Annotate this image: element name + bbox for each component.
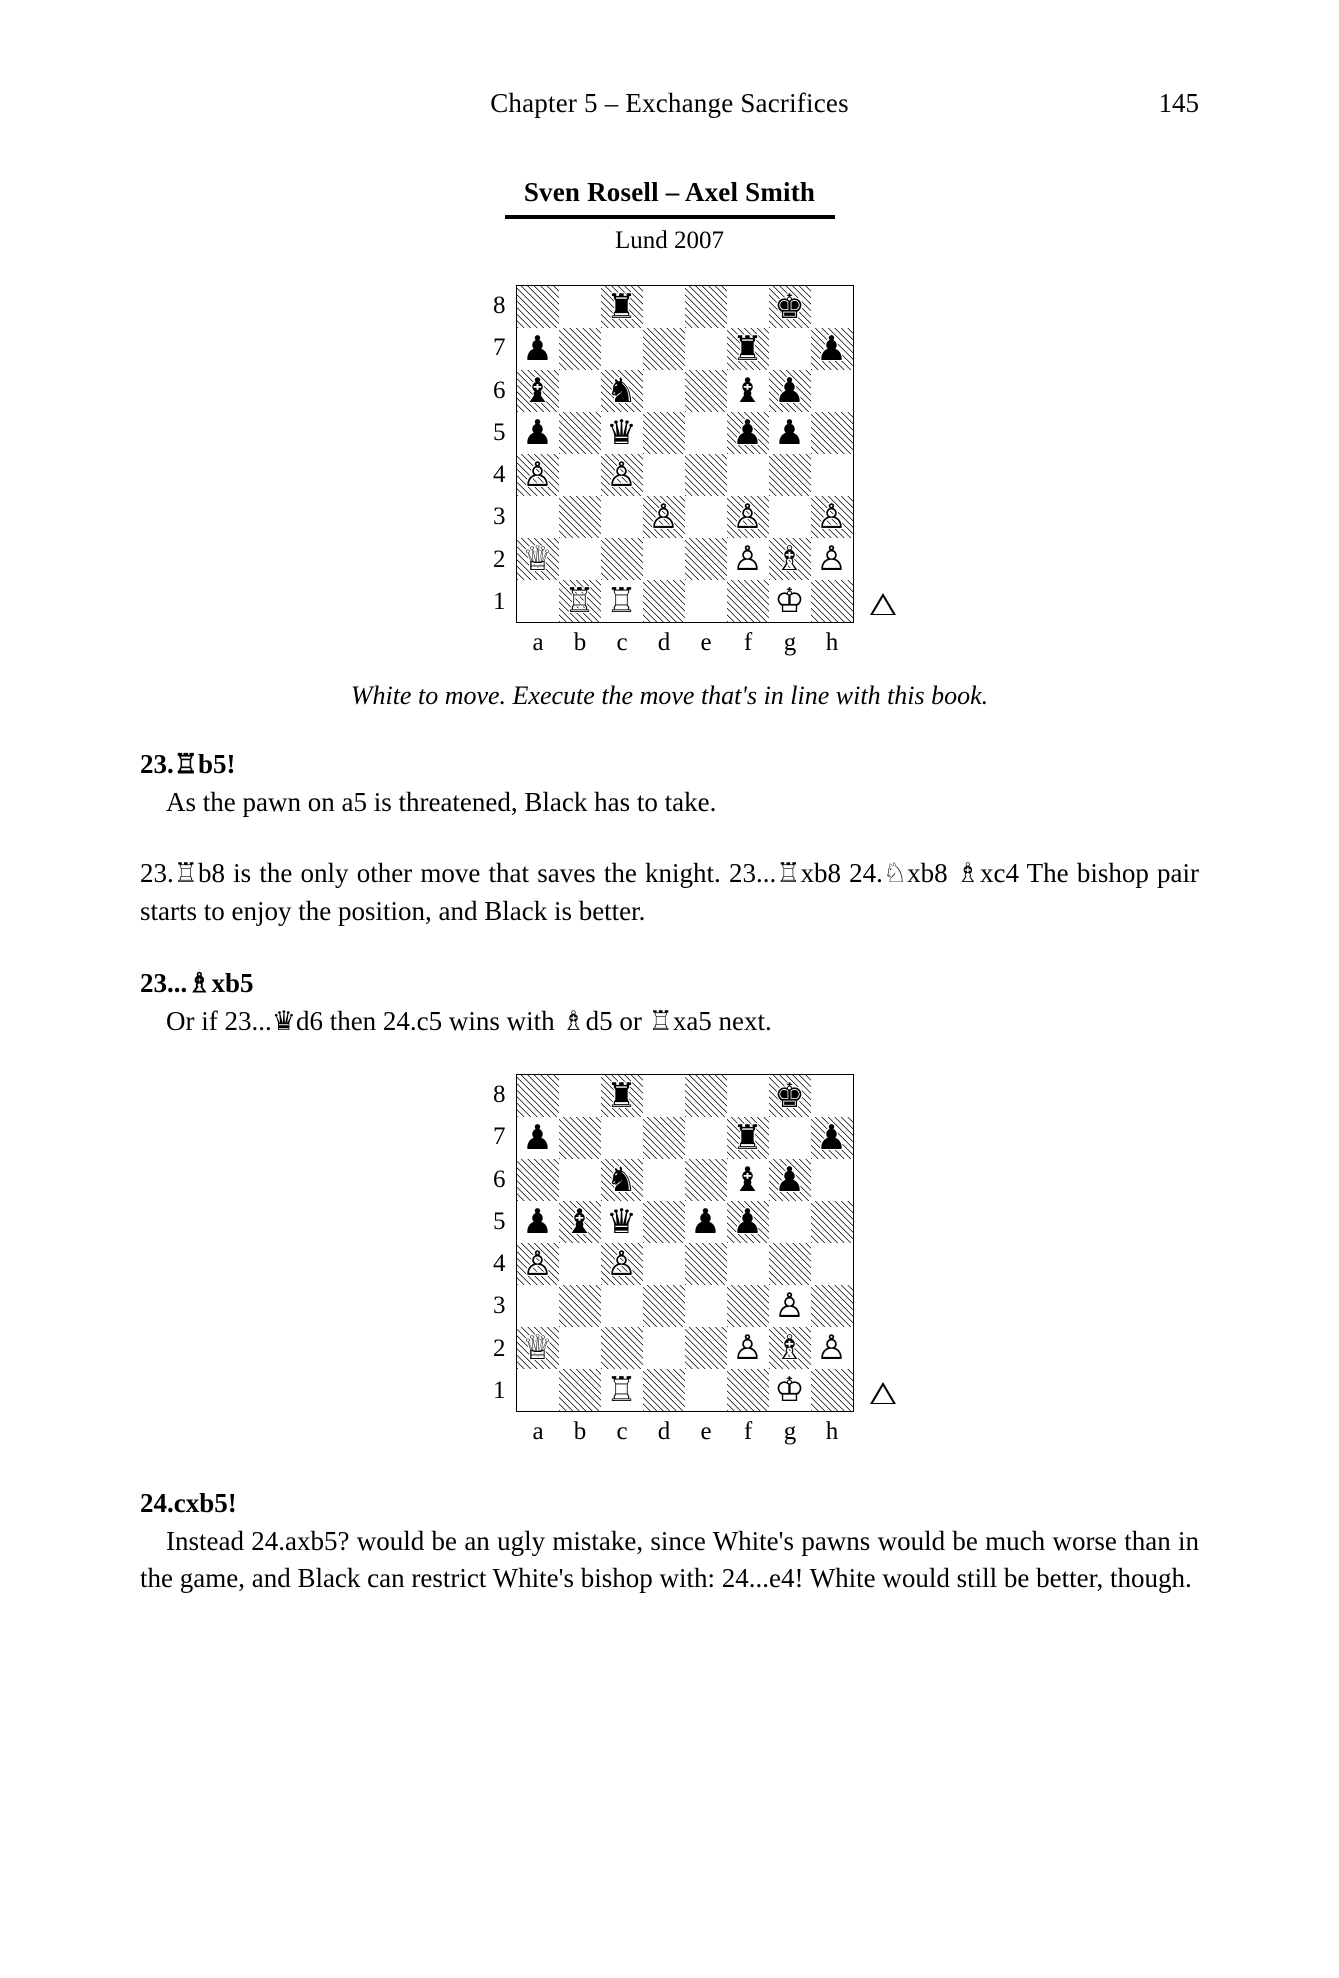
- diagram-1-wrap: [140, 285, 1199, 657]
- board-square: [685, 496, 727, 538]
- file-label: f: [743, 1418, 753, 1445]
- board-square: [601, 496, 643, 538]
- chess-piece: ♜: [606, 1076, 637, 1116]
- chess-piece: ♟: [522, 329, 553, 369]
- page-number: 145: [1158, 88, 1199, 118]
- board-square: [601, 1285, 643, 1327]
- board-square: [517, 454, 559, 496]
- board-square: [769, 1075, 811, 1117]
- board-square: [811, 1285, 853, 1327]
- board-square: [601, 1159, 643, 1201]
- board-square: [643, 1369, 685, 1411]
- board-square: [727, 1075, 769, 1117]
- chess-piece: ♙: [648, 497, 679, 537]
- board-square: [769, 496, 811, 538]
- rank-label: 3: [493, 1292, 506, 1320]
- board-square: [685, 1327, 727, 1369]
- board-square: [559, 412, 601, 454]
- file-label: e: [700, 1418, 712, 1445]
- board-square: [517, 1075, 559, 1117]
- chess-piece: ♔: [774, 1370, 805, 1410]
- board-square: [559, 1117, 601, 1159]
- document-page: [0, 88, 1339, 1978]
- file-label: d: [657, 1418, 671, 1445]
- chess-piece: ♞: [606, 371, 637, 411]
- board-square: [769, 1369, 811, 1411]
- board-square: [643, 412, 685, 454]
- board-square: [811, 412, 853, 454]
- chess-piece: ♙: [732, 539, 763, 579]
- chess-piece: ♕: [522, 539, 553, 579]
- board-square: [517, 1327, 559, 1369]
- file-label: c: [616, 1418, 628, 1445]
- board-square: [517, 1369, 559, 1411]
- board-square: [769, 328, 811, 370]
- chess-piece: ♟: [774, 1160, 805, 1200]
- board-square: [811, 1243, 853, 1285]
- chess-piece: ♛: [606, 413, 637, 453]
- board-square: [685, 1243, 727, 1285]
- board-square: [601, 328, 643, 370]
- board-square: [769, 538, 811, 580]
- board-square: [643, 538, 685, 580]
- board-square: [727, 538, 769, 580]
- chess-piece: ♝: [732, 1160, 763, 1200]
- file-label: g: [783, 629, 797, 656]
- chess-piece: ♟: [732, 413, 763, 453]
- chess-piece: ♖: [606, 581, 637, 621]
- rank-label: 3: [493, 503, 506, 531]
- move-heading-23-Rb5: 23.♖b5!: [140, 749, 236, 779]
- board-square: [601, 454, 643, 496]
- rank-label: 6: [493, 1165, 506, 1193]
- file-label: f: [743, 629, 753, 656]
- board-square: [559, 1159, 601, 1201]
- board-square: [517, 1159, 559, 1201]
- board-square: [769, 580, 811, 622]
- chess-piece: ♟: [732, 1202, 763, 1242]
- file-label: d: [657, 629, 671, 656]
- board-square: [559, 1243, 601, 1285]
- board-square: [727, 370, 769, 412]
- rank-label: 7: [493, 1123, 506, 1151]
- file-label: a: [532, 1418, 544, 1445]
- board-square: [517, 1201, 559, 1243]
- board-square: [559, 538, 601, 580]
- board-square: [685, 1159, 727, 1201]
- board-square: [643, 1201, 685, 1243]
- chess-piece: ♟: [774, 371, 805, 411]
- white-to-move-triangle-icon: [870, 593, 896, 615]
- board-square: [811, 328, 853, 370]
- board-square: [769, 1201, 811, 1243]
- running-head: [140, 88, 1199, 119]
- rank-label: 1: [493, 587, 506, 615]
- board-square: [559, 580, 601, 622]
- board-square: [601, 538, 643, 580]
- chess-piece: ♖: [564, 581, 595, 621]
- chess-piece: ♔: [774, 581, 805, 621]
- chess-piece: ♟: [522, 413, 553, 453]
- board-square: [601, 370, 643, 412]
- board-square: [685, 1369, 727, 1411]
- board-square: [811, 286, 853, 328]
- chess-piece: ♙: [816, 497, 847, 537]
- chess-piece: ♙: [732, 1328, 763, 1368]
- file-label: b: [573, 1418, 587, 1445]
- chess-piece: ♕: [522, 1328, 553, 1368]
- board-square: [685, 1285, 727, 1327]
- board-square: [811, 454, 853, 496]
- board-square: [559, 1369, 601, 1411]
- rank-label: 1: [493, 1376, 506, 1404]
- board-square: [811, 1369, 853, 1411]
- board-square: [727, 454, 769, 496]
- file-label: c: [616, 629, 628, 656]
- chess-piece: ♝: [564, 1202, 595, 1242]
- board-square: [685, 328, 727, 370]
- rank-label: 2: [493, 1334, 506, 1362]
- board-square: [517, 370, 559, 412]
- board-square: [559, 454, 601, 496]
- board-square: [643, 1117, 685, 1159]
- chess-piece: ♚: [774, 287, 805, 327]
- chess-piece: ♙: [606, 455, 637, 495]
- board-square: [727, 286, 769, 328]
- board-square: [685, 1201, 727, 1243]
- board-square: [769, 370, 811, 412]
- board-square: [601, 412, 643, 454]
- board-square: [811, 1159, 853, 1201]
- file-label: b: [573, 629, 587, 656]
- chess-piece: ♙: [522, 1244, 553, 1284]
- chess-piece: ♜: [732, 329, 763, 369]
- board-square: [769, 412, 811, 454]
- file-labels-2: [517, 1418, 854, 1446]
- rank-label: 7: [493, 334, 506, 362]
- board-square: [643, 496, 685, 538]
- board-square: [643, 1243, 685, 1285]
- board-square: [601, 1201, 643, 1243]
- chess-piece: ♙: [522, 455, 553, 495]
- board-square: [769, 454, 811, 496]
- board-square: [559, 496, 601, 538]
- board-square: [727, 1369, 769, 1411]
- chess-board-2: [516, 1074, 854, 1412]
- board-square: [769, 1327, 811, 1369]
- board-square: [769, 1159, 811, 1201]
- board-square: [517, 496, 559, 538]
- board-square: [727, 1243, 769, 1285]
- board-square: [559, 1201, 601, 1243]
- board-square: [601, 1369, 643, 1411]
- board-square: [685, 412, 727, 454]
- rank-label: 6: [493, 376, 506, 404]
- chess-piece: ♙: [732, 497, 763, 537]
- file-label: h: [825, 629, 839, 656]
- board-square: [517, 580, 559, 622]
- white-to-move-triangle-icon: [870, 1382, 896, 1404]
- board-square: [685, 1117, 727, 1159]
- rank-label: 5: [493, 1207, 506, 1235]
- file-label: a: [532, 629, 544, 656]
- board-square: [601, 286, 643, 328]
- board-square: [559, 370, 601, 412]
- chess-piece: ♙: [606, 1244, 637, 1284]
- board-square: [769, 1285, 811, 1327]
- chess-piece: ♟: [522, 1118, 553, 1158]
- board-square: [769, 1117, 811, 1159]
- paragraph-after-move-24: Instead 24.axb5? would be an ugly mistake, since White's pawns would be much worse than in the game, and Black can restrict White's bishop with: 24...e4! White would still be better, though.: [140, 1526, 1199, 1594]
- move-heading-24-cxb5: 24.cxb5!: [140, 1488, 237, 1518]
- rank-label: 2: [493, 545, 506, 573]
- board-square: [643, 1327, 685, 1369]
- board-square: [811, 580, 853, 622]
- board-square: [727, 580, 769, 622]
- chess-piece: ♟: [816, 1118, 847, 1158]
- header-rule: [505, 215, 835, 219]
- paragraph-after-move-23: As the pawn on a5 is threatened, Black has to take.: [166, 787, 717, 817]
- board-square: [643, 328, 685, 370]
- board-square: [685, 370, 727, 412]
- board-square: [643, 1285, 685, 1327]
- board-square: [643, 286, 685, 328]
- chess-piece: ♝: [732, 371, 763, 411]
- chess-piece: ♜: [606, 287, 637, 327]
- board-square: [517, 286, 559, 328]
- chess-board-1: [516, 285, 854, 623]
- board-square: [811, 1075, 853, 1117]
- board-square: [811, 1201, 853, 1243]
- board-square: [643, 370, 685, 412]
- rank-label: 4: [493, 461, 506, 489]
- board-square: [601, 1117, 643, 1159]
- chess-piece: ♟: [816, 329, 847, 369]
- file-label: g: [783, 1418, 797, 1445]
- board-square: [727, 412, 769, 454]
- board-square: [685, 1075, 727, 1117]
- board-square: [685, 286, 727, 328]
- file-label: h: [825, 1418, 839, 1445]
- board-square: [727, 1285, 769, 1327]
- chess-piece: ♟: [690, 1202, 721, 1242]
- board-square: [643, 454, 685, 496]
- board-square: [517, 1117, 559, 1159]
- board-square: [685, 538, 727, 580]
- chess-piece: ♙: [774, 1286, 805, 1326]
- board-square: [559, 1285, 601, 1327]
- chess-diagram-1: [486, 285, 854, 657]
- chess-piece: ♗: [774, 1328, 805, 1368]
- game-players: Sven Rosell – Axel Smith: [523, 177, 816, 207]
- chess-piece: ♗: [774, 539, 805, 579]
- board-square: [811, 370, 853, 412]
- chess-diagram-2: [486, 1074, 854, 1446]
- board-square: [769, 286, 811, 328]
- board-square: [601, 1075, 643, 1117]
- board-square: [727, 496, 769, 538]
- move-heading-23-Bxb5: 23...♗xb5: [140, 967, 254, 998]
- board-square: [559, 286, 601, 328]
- rank-label: 5: [493, 418, 506, 446]
- chess-piece: ♞: [606, 1160, 637, 1200]
- chess-piece: ♚: [774, 1076, 805, 1116]
- board-square: [727, 328, 769, 370]
- chess-piece: ♝: [522, 371, 553, 411]
- paragraph-alternative-23-Qd6: Or if 23...♛d6 then 24.c5 wins with ♗d5 or ♖xa5 next.: [166, 1005, 772, 1036]
- paragraph-alternative-23-Rb8: 23.♖b8 is the only other move that saves the knight. 23...♖xb8 24.♘xb8 ♗xc4 The bishop pair starts to enjoy the position, and Black is better.: [140, 858, 1199, 926]
- file-labels-1: [517, 629, 854, 657]
- board-square: [559, 328, 601, 370]
- chess-piece: ♖: [606, 1370, 637, 1410]
- diagram-1-caption: White to move. Execute the move that's in line with this book.: [350, 681, 989, 710]
- game-event: Lund 2007: [614, 227, 725, 254]
- board-square: [517, 412, 559, 454]
- board-square: [811, 1117, 853, 1159]
- board-square: [685, 454, 727, 496]
- rank-label: 4: [493, 1250, 506, 1278]
- rank-labels-2: [486, 1074, 506, 1412]
- board-square: [517, 328, 559, 370]
- board-square: [559, 1327, 601, 1369]
- board-square: [643, 1159, 685, 1201]
- chess-piece: ♟: [774, 413, 805, 453]
- file-label: e: [700, 629, 712, 656]
- board-square: [517, 1243, 559, 1285]
- board-square: [811, 1327, 853, 1369]
- rank-label: 8: [493, 1081, 506, 1108]
- diagram-2-wrap: [140, 1074, 1199, 1446]
- board-square: [601, 1327, 643, 1369]
- board-square: [727, 1117, 769, 1159]
- board-square: [643, 580, 685, 622]
- board-square: [517, 1285, 559, 1327]
- board-square: [727, 1159, 769, 1201]
- chess-piece: ♙: [816, 539, 847, 579]
- board-square: [517, 538, 559, 580]
- board-square: [601, 1243, 643, 1285]
- chess-piece: ♜: [732, 1118, 763, 1158]
- board-square: [643, 1075, 685, 1117]
- board-square: [601, 580, 643, 622]
- chess-piece: ♟: [522, 1202, 553, 1242]
- chapter-title: Chapter 5 – Exchange Sacrifices: [490, 88, 849, 118]
- chess-piece: ♛: [606, 1202, 637, 1242]
- rank-label: 8: [493, 292, 506, 319]
- board-square: [727, 1327, 769, 1369]
- board-square: [811, 538, 853, 580]
- rank-labels-1: [486, 285, 506, 623]
- board-square: [559, 1075, 601, 1117]
- board-square: [769, 1243, 811, 1285]
- game-header: [140, 177, 1199, 255]
- chess-piece: ♙: [816, 1328, 847, 1368]
- board-square: [727, 1201, 769, 1243]
- board-square: [685, 580, 727, 622]
- board-square: [811, 496, 853, 538]
